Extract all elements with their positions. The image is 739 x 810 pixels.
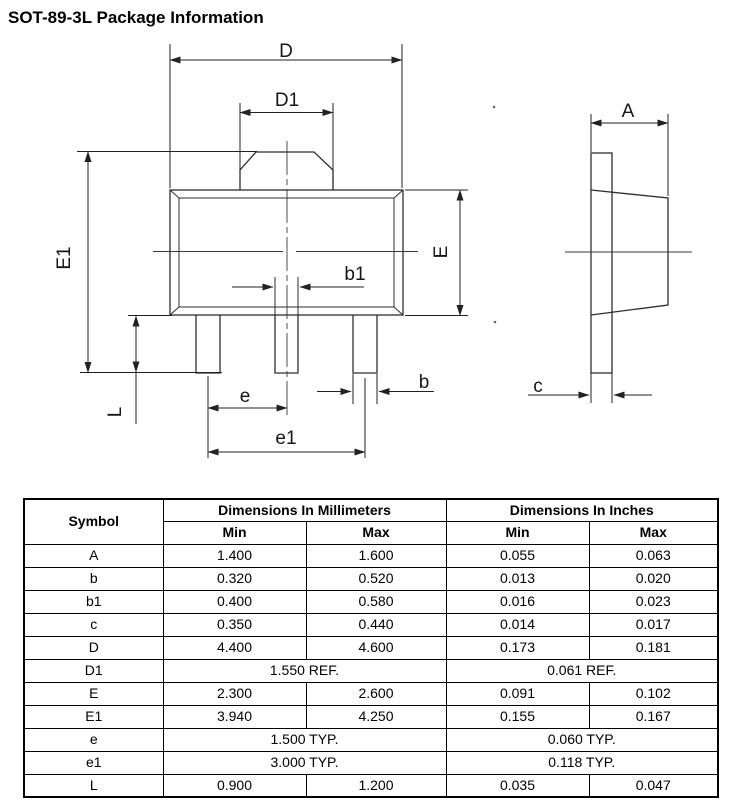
mm-max-cell: 1.200 <box>306 774 446 797</box>
symbol-cell: D <box>24 636 163 659</box>
side-view <box>528 101 692 403</box>
table-row-D1 <box>24 659 718 682</box>
dim-label-b: b <box>418 372 430 393</box>
dim-label-e1: e1 <box>275 428 297 449</box>
mm-max-cell: 0.440 <box>306 613 446 636</box>
symbol-cell: e <box>24 728 163 751</box>
table-row-D <box>24 636 718 659</box>
table-row-A <box>24 544 718 567</box>
in-max-cell: 0.102 <box>589 682 718 705</box>
in-min-cell: 0.014 <box>446 613 589 636</box>
col-header-in-max: Max <box>589 521 718 544</box>
lead-2 <box>275 315 298 373</box>
dim-label-E: E <box>431 245 452 259</box>
symbol-cell: A <box>24 544 163 567</box>
dim-label-e: e <box>239 386 251 407</box>
symbol-cell: b1 <box>24 590 163 613</box>
symbol-cell: E <box>24 682 163 705</box>
dimension-e1 <box>208 378 365 458</box>
mm-min-cell: 0.350 <box>163 613 306 636</box>
in-min-cell: 0.091 <box>446 682 589 705</box>
mm-span-cell: 1.500 TYP. <box>163 728 446 751</box>
in-max-cell: 0.020 <box>589 567 718 590</box>
dimension-D <box>170 41 402 188</box>
col-header-symbol: Symbol <box>24 499 163 544</box>
body-inner-outline <box>179 198 394 307</box>
dim-label-c: c <box>533 376 543 397</box>
body-outline <box>170 190 403 315</box>
tab-outline <box>240 152 333 190</box>
dimension-A <box>591 101 668 196</box>
lead-1 <box>196 315 220 373</box>
in-max-cell: 0.181 <box>589 636 718 659</box>
mm-min-cell: 0.900 <box>163 774 306 797</box>
mm-min-cell: 3.940 <box>163 705 306 728</box>
dim-label-A: A <box>621 101 635 122</box>
mm-max-cell: 4.250 <box>306 705 446 728</box>
col-header-mm-group: Dimensions In Millimeters <box>163 499 446 521</box>
dim-label-D1: D1 <box>274 90 300 111</box>
lead-3 <box>353 315 377 373</box>
dimension-b1 <box>232 264 366 287</box>
col-header-in-group: Dimensions In Inches <box>446 499 718 521</box>
mm-min-cell: 0.400 <box>163 590 306 613</box>
table-group-header-row <box>24 499 718 521</box>
dim-label-D: D <box>279 41 293 62</box>
mm-min-cell: 1.400 <box>163 544 306 567</box>
mm-max-cell: 0.580 <box>306 590 446 613</box>
mm-min-cell: 4.400 <box>163 636 306 659</box>
in-min-cell: 0.173 <box>446 636 589 659</box>
scan-speck <box>494 321 497 324</box>
symbol-cell: c <box>24 613 163 636</box>
in-min-cell: 0.035 <box>446 774 589 797</box>
in-min-cell: 0.155 <box>446 705 589 728</box>
symbol-cell: L <box>24 774 163 797</box>
dimension-b <box>317 372 434 404</box>
table-row-E <box>24 682 718 705</box>
symbol-cell: e1 <box>24 751 163 774</box>
in-max-cell: 0.017 <box>589 613 718 636</box>
table-row-L <box>24 774 718 797</box>
symbol-cell: E1 <box>24 705 163 728</box>
mm-min-cell: 2.300 <box>163 682 306 705</box>
in-min-cell: 0.013 <box>446 567 589 590</box>
col-header-mm-max: Max <box>306 521 446 544</box>
col-header-mm-min: Min <box>163 521 306 544</box>
table-row-b1 <box>24 590 718 613</box>
dim-label-b1: b1 <box>344 264 366 285</box>
mm-min-cell: 0.320 <box>163 567 306 590</box>
page-title: SOT-89-3L Package Information <box>8 8 264 27</box>
dim-label-L: L <box>105 406 126 418</box>
symbol-cell: b <box>24 567 163 590</box>
table-row-e <box>24 728 718 751</box>
col-header-in-min: Min <box>446 521 589 544</box>
side-body-outline <box>591 190 668 315</box>
in-span-cell: 0.118 TYP. <box>446 751 718 774</box>
dimension-L <box>105 316 172 425</box>
scan-speck <box>493 106 496 109</box>
symbol-cell: D1 <box>24 659 163 682</box>
in-max-cell: 0.167 <box>589 705 718 728</box>
mm-max-cell: 4.600 <box>306 636 446 659</box>
in-min-cell: 0.055 <box>446 544 589 567</box>
dimension-E1 <box>54 152 257 373</box>
dimension-E <box>405 190 468 316</box>
dimensions-table <box>23 498 719 798</box>
mm-max-cell: 0.520 <box>306 567 446 590</box>
side-tab-lead-outline <box>591 153 612 373</box>
mm-span-cell: 1.550 REF. <box>163 659 446 682</box>
in-span-cell: 0.061 REF. <box>446 659 718 682</box>
in-max-cell: 0.047 <box>589 774 718 797</box>
front-view <box>54 41 468 458</box>
mm-max-cell: 2.600 <box>306 682 446 705</box>
in-min-cell: 0.016 <box>446 590 589 613</box>
table-row-E1 <box>24 705 718 728</box>
mm-max-cell: 1.600 <box>306 544 446 567</box>
table-row-e1 <box>24 751 718 774</box>
dimension-D1 <box>240 90 333 189</box>
in-span-cell: 0.060 TYP. <box>446 728 718 751</box>
mm-span-cell: 3.000 TYP. <box>163 751 446 774</box>
table-row-b <box>24 567 718 590</box>
dim-label-E1: E1 <box>54 246 75 270</box>
in-max-cell: 0.063 <box>589 544 718 567</box>
in-max-cell: 0.023 <box>589 590 718 613</box>
table-row-c <box>24 613 718 636</box>
dimension-c <box>528 373 652 403</box>
